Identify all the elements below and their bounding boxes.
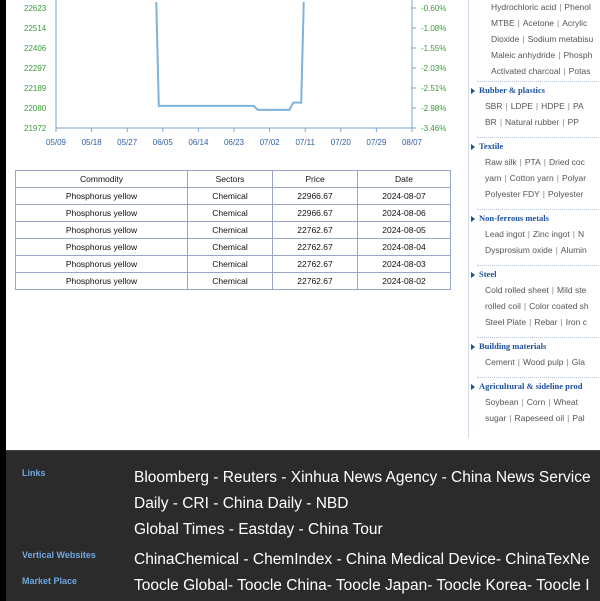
category-divider: [477, 209, 600, 210]
y-tick-label: 22297: [24, 64, 47, 73]
table-header-row: [16, 171, 451, 188]
triangle-bullet-icon: [471, 272, 475, 278]
sidebar-link[interactable]: SBR: [485, 101, 503, 111]
site-footer: [6, 450, 600, 601]
sidebar-link[interactable]: Acetone: [522, 18, 555, 28]
sidebar-link[interactable]: sugar: [485, 413, 507, 423]
header-date: Date: [358, 171, 451, 188]
sidebar-link[interactable]: Potas: [568, 66, 591, 76]
separator: |: [522, 34, 525, 44]
cell-sector: Chemical: [188, 222, 273, 239]
cell-date: 2024-08-03: [358, 256, 451, 273]
sidebar-item-line: [491, 34, 593, 44]
cell-commodity[interactable]: Phosphorus yellow: [16, 188, 188, 205]
separator: |: [566, 357, 569, 367]
vertical-websites-line[interactable]: ChinaChemical - ChemIndex - China Medical Device- ChinaTexNe: [134, 551, 590, 568]
sidebar-link[interactable]: Rapeseed oil: [514, 413, 565, 423]
cell-sector: Chemical: [188, 205, 273, 222]
sidebar-link[interactable]: Dysprosium oxide: [485, 245, 553, 255]
sidebar-link[interactable]: Cold rolled sheet: [485, 285, 549, 295]
cell-sector: Chemical: [188, 273, 273, 290]
separator: |: [523, 301, 527, 311]
separator: |: [557, 18, 560, 28]
table-row: [16, 188, 451, 205]
x-tick-label: 07/11: [295, 138, 315, 147]
sidebar-item-line: [491, 18, 587, 28]
cell-commodity[interactable]: Phosphorus yellow: [16, 273, 188, 290]
separator: |: [548, 397, 551, 407]
category-title[interactable]: Rubber & plastics: [479, 85, 545, 95]
sidebar-link[interactable]: Lead ingot: [485, 229, 525, 239]
separator: |: [504, 173, 507, 183]
sidebar-link[interactable]: Maleic anhydride: [491, 50, 556, 60]
table-row: [16, 256, 451, 273]
sidebar-link[interactable]: Acrylic: [562, 18, 588, 28]
separator: |: [527, 229, 530, 239]
x-tick-label: 06/14: [188, 138, 209, 147]
links-label: Links: [22, 468, 46, 478]
sidebar-item-line: [485, 229, 584, 239]
cell-date: 2024-08-07: [358, 188, 451, 205]
separator: |: [521, 397, 524, 407]
separator: |: [567, 101, 570, 111]
price-chart: [6, 0, 466, 160]
triangle-bullet-icon: [471, 144, 475, 150]
market-place-line[interactable]: Toocle Global- Toocle China- Toocle Japan- Toocle Korea- Toocle I: [134, 577, 590, 594]
category-title[interactable]: Agricultural & sideline prod: [479, 381, 583, 391]
sidebar-item-line: [491, 2, 591, 12]
y2-tick-label: -2.98%: [421, 104, 447, 113]
sidebar-link[interactable]: PA: [572, 101, 584, 111]
sidebar-link[interactable]: Pal: [572, 413, 585, 423]
cell-date: 2024-08-06: [358, 205, 451, 222]
cell-commodity[interactable]: Phosphorus yellow: [16, 239, 188, 256]
vertical-websites-label: Vertical Websites: [22, 550, 96, 560]
sidebar-item-line: [485, 301, 589, 311]
cell-date: 2024-08-04: [358, 239, 451, 256]
table-row: [16, 273, 451, 290]
separator: |: [499, 117, 503, 127]
separator: |: [559, 2, 562, 12]
cell-price: 22966.67: [273, 188, 358, 205]
separator: |: [529, 317, 532, 327]
cell-price: 22762.67: [273, 273, 358, 290]
sidebar-link[interactable]: LDPE: [510, 101, 533, 111]
price-table: [15, 170, 451, 290]
y-tick-label: 22189: [24, 84, 47, 93]
separator: |: [556, 173, 559, 183]
x-tick-label: 05/18: [81, 138, 102, 147]
sidebar-link[interactable]: Steel Plate: [485, 317, 527, 327]
x-tick-label: 05/09: [45, 138, 67, 147]
sidebar-link[interactable]: Gla: [571, 357, 585, 367]
y2-tick-label: -2.03%: [421, 64, 447, 73]
cell-price: 22762.67: [273, 256, 358, 273]
sidebar-item-line: [485, 317, 587, 327]
separator: |: [567, 413, 570, 423]
sidebar-item-line: [485, 285, 586, 295]
sidebar-link[interactable]: Raw silk: [485, 157, 517, 167]
commodity-sidebar: [468, 0, 600, 438]
page: [6, 0, 600, 450]
separator: |: [535, 101, 539, 111]
sidebar-link[interactable]: PP: [567, 117, 579, 127]
sidebar-link[interactable]: Alumin: [560, 245, 587, 255]
y-tick-label: 22623: [24, 4, 47, 13]
sidebar-link[interactable]: PTA: [524, 157, 541, 167]
price-series-line: [56, 0, 412, 110]
x-tick-label: 08/07: [401, 138, 423, 147]
sidebar-link[interactable]: Soybean: [485, 397, 519, 407]
cell-date: 2024-08-02: [358, 273, 451, 290]
sidebar-link[interactable]: Iron c: [565, 317, 587, 327]
triangle-bullet-icon: [471, 88, 475, 94]
sidebar-link[interactable]: Wheat: [553, 397, 579, 407]
x-tick-label: 07/20: [330, 138, 351, 147]
header-sectors: Sectors: [188, 171, 273, 188]
sidebar-link[interactable]: Color coated sh: [529, 301, 589, 311]
separator: |: [509, 413, 512, 423]
y2-tick-label: -3.46%: [421, 124, 447, 133]
sidebar-link[interactable]: Hydrochloric acid: [491, 2, 557, 12]
sidebar-item-line: [485, 397, 578, 407]
sidebar-link[interactable]: Activated charcoal: [491, 66, 561, 76]
separator: |: [519, 157, 522, 167]
separator: |: [572, 229, 575, 239]
y2-tick-label: -0.60%: [421, 4, 447, 13]
cell-commodity[interactable]: Phosphorus yellow: [16, 222, 188, 239]
category-title[interactable]: Non-ferrous metals: [479, 213, 549, 223]
y2-tick-label: -1.55%: [421, 44, 447, 53]
sidebar-link[interactable]: Sodium metabisu: [527, 34, 594, 44]
sidebar-link[interactable]: Dioxide: [491, 34, 520, 44]
sidebar-item-line: [485, 117, 579, 127]
sidebar-item-line: [485, 189, 583, 199]
market-place-label: Market Place: [22, 576, 78, 586]
sidebar-link[interactable]: Dried coc: [549, 157, 585, 167]
sidebar-link[interactable]: Corn: [526, 397, 546, 407]
table-row: [16, 205, 451, 222]
separator: |: [560, 317, 563, 327]
links-line-2[interactable]: Daily - CRI - China Daily - NBD: [134, 495, 349, 512]
sidebar-link[interactable]: Phosph: [563, 50, 593, 60]
category-title[interactable]: Steel: [479, 269, 497, 279]
y2-tick-label: -2.51%: [421, 84, 447, 93]
sidebar-link[interactable]: Wood pulp: [522, 357, 564, 367]
sidebar-link[interactable]: Zinc ingot: [532, 229, 570, 239]
sidebar-item-line: [485, 101, 584, 111]
sidebar-item-line: [485, 157, 585, 167]
separator: |: [543, 157, 546, 167]
sidebar-link[interactable]: Cement: [485, 357, 515, 367]
sidebar-link[interactable]: BR: [485, 117, 497, 127]
sidebar-item-line: [485, 173, 586, 183]
separator: |: [505, 101, 508, 111]
cell-date: 2024-08-05: [358, 222, 451, 239]
separator: |: [551, 285, 555, 295]
separator: |: [562, 117, 565, 127]
cell-price: 22762.67: [273, 239, 358, 256]
x-tick-label: 07/02: [259, 138, 280, 147]
separator: |: [555, 245, 558, 255]
separator: |: [558, 50, 561, 60]
separator: |: [517, 18, 520, 28]
y-tick-label: 21972: [24, 124, 47, 133]
sidebar-item-line: [485, 413, 585, 423]
sidebar-link[interactable]: Natural rubber: [505, 117, 560, 127]
table-row: [16, 239, 451, 256]
cell-sector: Chemical: [188, 239, 273, 256]
sidebar-item-line: [485, 245, 587, 255]
category-divider: [477, 81, 600, 82]
sidebar-link[interactable]: Polyester: [548, 189, 584, 199]
category-divider: [477, 337, 600, 338]
sidebar-link[interactable]: Polyar: [561, 173, 587, 183]
sidebar-link[interactable]: N: [578, 229, 585, 239]
category-divider: [477, 377, 600, 378]
header-price: Price: [273, 171, 358, 188]
y2-tick-label: -1.08%: [421, 24, 447, 33]
cell-commodity[interactable]: Phosphorus yellow: [16, 205, 188, 222]
cell-price: 22966.67: [273, 205, 358, 222]
y-tick-label: 22406: [24, 44, 47, 53]
separator: |: [563, 66, 566, 76]
cell-sector: Chemical: [188, 188, 273, 205]
category-title[interactable]: Textile: [479, 141, 504, 151]
sidebar-link[interactable]: Rebar: [534, 317, 558, 327]
category-divider: [477, 265, 600, 266]
links-line-1[interactable]: Bloomberg - Reuters - Xinhua News Agency - China News Service: [134, 469, 591, 486]
y-tick-label: 22514: [24, 24, 47, 33]
triangle-bullet-icon: [471, 384, 475, 390]
header-commodity: Commodity: [16, 171, 188, 188]
triangle-bullet-icon: [471, 216, 475, 222]
cell-price: 22762.67: [273, 222, 358, 239]
sidebar-link[interactable]: MTBE: [491, 18, 515, 28]
sidebar-link[interactable]: rolled coil: [485, 301, 521, 311]
sidebar-item-line: [491, 50, 592, 60]
links-line-3[interactable]: Global Times - Eastday - China Tour: [134, 521, 383, 538]
x-tick-label: 06/23: [223, 138, 245, 147]
sidebar-link[interactable]: Mild ste: [557, 285, 587, 295]
sidebar-link[interactable]: HDPE: [541, 101, 565, 111]
plot-frame: [56, 0, 412, 128]
sidebar-link[interactable]: Phenol: [564, 2, 591, 12]
x-tick-label: 06/05: [152, 138, 173, 147]
x-tick-label: 07/29: [366, 138, 387, 147]
triangle-bullet-icon: [471, 344, 475, 350]
y-tick-label: 22080: [24, 104, 47, 113]
sidebar-item-line: [491, 66, 590, 76]
table-row: [16, 222, 451, 239]
category-divider: [477, 137, 600, 138]
separator: |: [517, 357, 520, 367]
sidebar-link[interactable]: Cotton yarn: [509, 173, 554, 183]
x-tick-label: 05/27: [117, 138, 138, 147]
separator: |: [542, 189, 546, 199]
cell-commodity[interactable]: Phosphorus yellow: [16, 256, 188, 273]
cell-sector: Chemical: [188, 256, 273, 273]
sidebar-link[interactable]: Polyester FDY: [485, 189, 540, 199]
sidebar-item-line: [485, 357, 585, 367]
category-title[interactable]: Building materials: [479, 341, 547, 351]
sidebar-link[interactable]: yarn: [485, 173, 502, 183]
